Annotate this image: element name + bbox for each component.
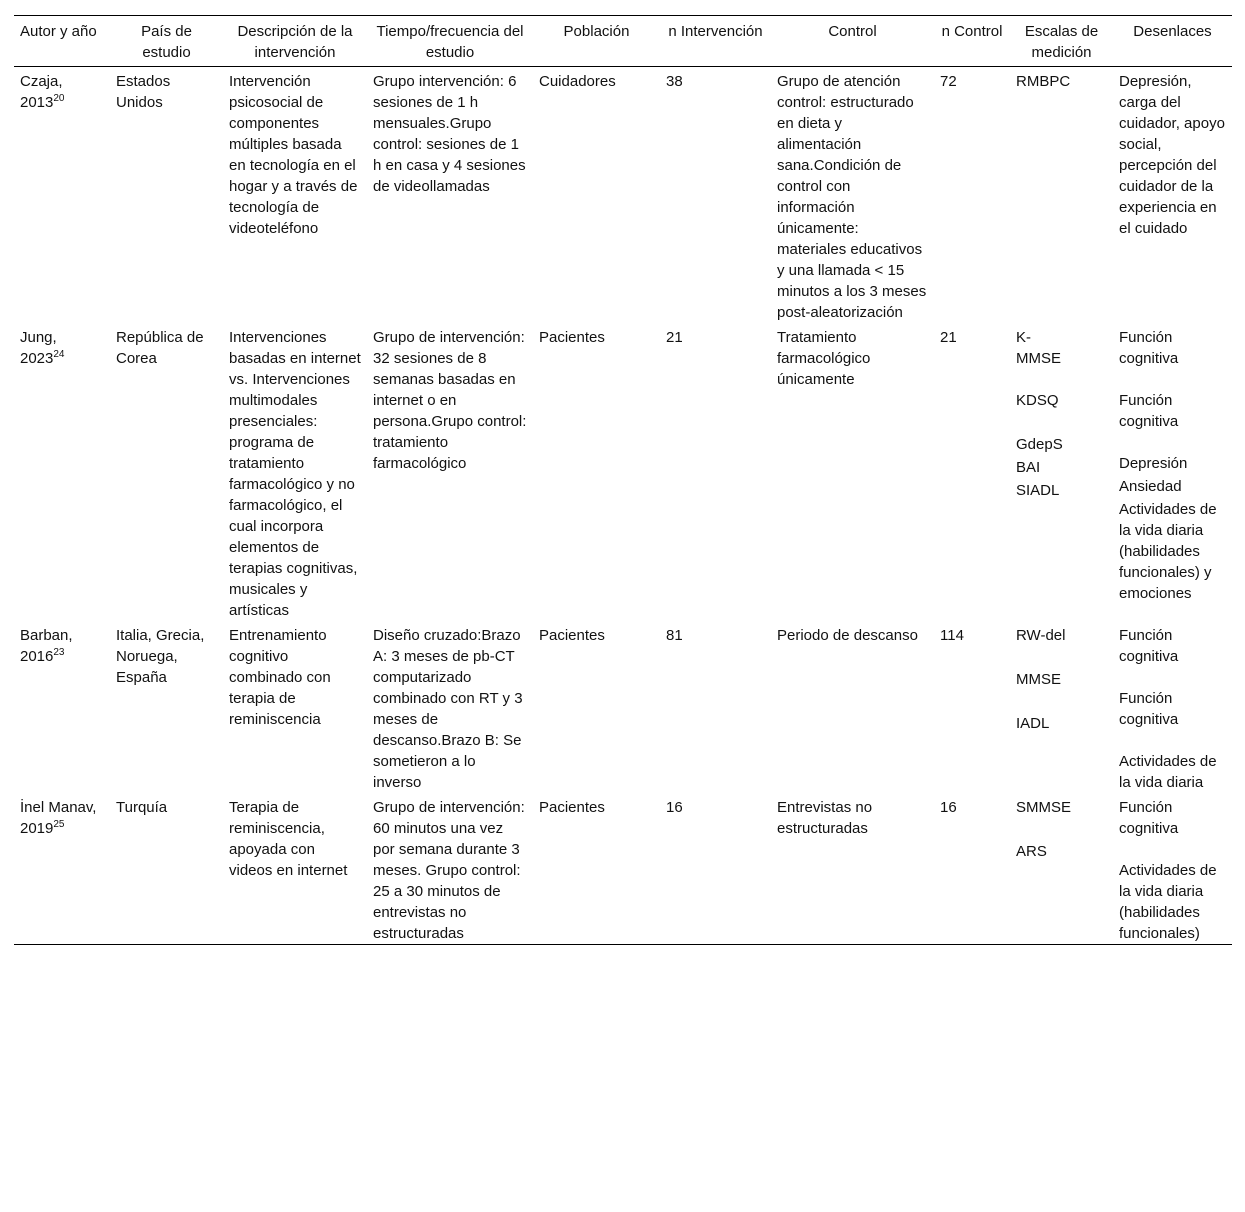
outcome-item: Depresión: [1119, 455, 1188, 472]
header-row: [14, 16, 1232, 67]
scales-cell: [1010, 621, 1113, 793]
header-description: Descripción de la intervención: [223, 16, 367, 67]
control-cell: Periodo de descanso: [777, 627, 918, 644]
outcome-item: Actividades de la vida diaria: [1119, 753, 1217, 791]
reference-number: 20: [53, 93, 65, 104]
author-text: Czaja, 2013: [20, 73, 63, 111]
author-text: Jung, 2023: [20, 329, 57, 367]
n-intervention-cell: 81: [666, 627, 683, 644]
outcome-item: Función cognitiva: [1119, 799, 1179, 837]
scale-item: KDSQ: [1016, 392, 1059, 409]
outcome-item: Función cognitiva: [1119, 392, 1179, 430]
header-n-control: n Control: [934, 16, 1010, 67]
reference-number: 24: [53, 349, 65, 360]
table-row: [14, 323, 1232, 621]
author-cell: [14, 67, 110, 324]
scales-cell: [1010, 67, 1113, 324]
outcomes-cell: [1113, 793, 1232, 945]
control-cell: Entrevistas no estructuradas: [777, 799, 873, 837]
header-outcomes: Desenlaces: [1113, 16, 1232, 67]
table-row: [14, 67, 1232, 324]
outcome-item: Función cognitiva: [1119, 627, 1179, 665]
scale-item: K-MMSE: [1016, 329, 1061, 367]
description-cell: Intervenciones basadas en internet vs. Intervenciones multimodales presenciales: programa de tratamiento farmacológico y no farmacológico, el cual incorpora elementos de terapias cognitivas, musicales y artísticas: [229, 329, 361, 619]
outcome-item: Función cognitiva: [1119, 690, 1179, 728]
control-cell: Tratamiento farmacológico únicamente: [777, 329, 871, 388]
studies-table: [14, 15, 1232, 945]
time-cell: Diseño cruzado:Brazo A: 3 meses de pb-CT computarizado combinado con RT y 3 meses de descanso.Brazo B: Se sometieron a lo inverso: [373, 627, 523, 791]
country-cell: Italia, Grecia, Noruega, España: [116, 627, 205, 686]
header-control: Control: [771, 16, 934, 67]
n-intervention-cell: 38: [666, 73, 683, 90]
header-country: País de estudio: [110, 16, 223, 67]
outcomes-cell: [1113, 621, 1232, 793]
scale-item: ARS: [1016, 843, 1047, 860]
header-author: Autor y año: [14, 16, 110, 67]
scale-item: RMBPC: [1016, 73, 1071, 90]
scales-cell: [1010, 323, 1113, 621]
table-row: [14, 793, 1232, 945]
author-text: İnel Manav, 2019: [20, 799, 97, 837]
header-scales: Escalas de medición: [1010, 16, 1113, 67]
outcomes-cell: [1113, 67, 1232, 324]
n-control-cell: 114: [940, 627, 964, 644]
time-cell: Grupo de intervención: 60 minutos una vez por semana durante 3 meses. Grupo control: 25 a 30 minutos de entrevistas no estructuradas: [373, 799, 525, 942]
author-cell: [14, 793, 110, 945]
population-cell: Cuidadores: [539, 73, 616, 90]
reference-number: 23: [53, 647, 65, 658]
scale-item: IADL: [1016, 715, 1050, 732]
n-control-cell: 21: [940, 329, 957, 346]
description-cell: Entrenamiento cognitivo combinado con terapia de reminiscencia: [229, 627, 331, 728]
outcome-item: Depresión, carga del cuidador, apoyo social, percepción del cuidador de la experiencia en el cuidado: [1119, 73, 1225, 237]
n-control-cell: 72: [940, 73, 957, 90]
reference-number: 25: [53, 819, 65, 830]
scale-item: BAI: [1016, 459, 1041, 476]
scale-item: SIADL: [1016, 482, 1060, 499]
outcome-item: Actividades de la vida diaria (habilidades funcionales) y emociones: [1119, 501, 1217, 602]
scale-item: MMSE: [1016, 671, 1061, 688]
country-cell: Estados Unidos: [116, 73, 171, 111]
scale-item: SMMSE: [1016, 799, 1072, 816]
population-cell: Pacientes: [539, 329, 605, 346]
header-time: Tiempo/frecuencia del estudio: [367, 16, 533, 67]
table-row: [14, 621, 1232, 793]
time-cell: Grupo intervención: 6 sesiones de 1 h mensuales.Grupo control: sesiones de 1 h en casa y 4 sesiones de videollamadas: [373, 73, 526, 195]
scale-item: RW-del: [1016, 627, 1066, 644]
n-intervention-cell: 16: [666, 799, 683, 816]
country-cell: República de Corea: [116, 329, 204, 367]
n-intervention-cell: 21: [666, 329, 683, 346]
population-cell: Pacientes: [539, 627, 605, 644]
outcome-item: Ansiedad: [1119, 478, 1182, 495]
scale-item: GdepS: [1016, 436, 1063, 453]
time-cell: Grupo de intervención: 32 sesiones de 8 semanas basadas en internet o en persona.Grupo control: tratamiento farmacológico: [373, 329, 527, 472]
author-cell: [14, 323, 110, 621]
author-text: Barban, 2016: [20, 627, 73, 665]
outcome-item: Función cognitiva: [1119, 329, 1179, 367]
n-control-cell: 16: [940, 799, 957, 816]
population-cell: Pacientes: [539, 799, 605, 816]
outcome-item: Actividades de la vida diaria (habilidades funcionales): [1119, 862, 1217, 942]
description-cell: Intervención psicosocial de componentes múltiples basada en tecnología en el hogar y a través de tecnología de videoteléfono: [229, 73, 358, 237]
header-population: Población: [533, 16, 660, 67]
control-cell: Grupo de atención control: estructurado en dieta y alimentación sana.Condición de control con información únicamente: materiales educativos y una llamada < 15 minutos a los 3 meses post-aleatorización: [777, 73, 927, 321]
outcomes-cell: [1113, 323, 1232, 621]
author-cell: [14, 621, 110, 793]
country-cell: Turquía: [116, 799, 168, 816]
scales-cell: [1010, 793, 1113, 945]
description-cell: Terapia de reminiscencia, apoyada con videos en internet: [229, 799, 348, 879]
header-n-intervention: n Intervención: [660, 16, 771, 67]
